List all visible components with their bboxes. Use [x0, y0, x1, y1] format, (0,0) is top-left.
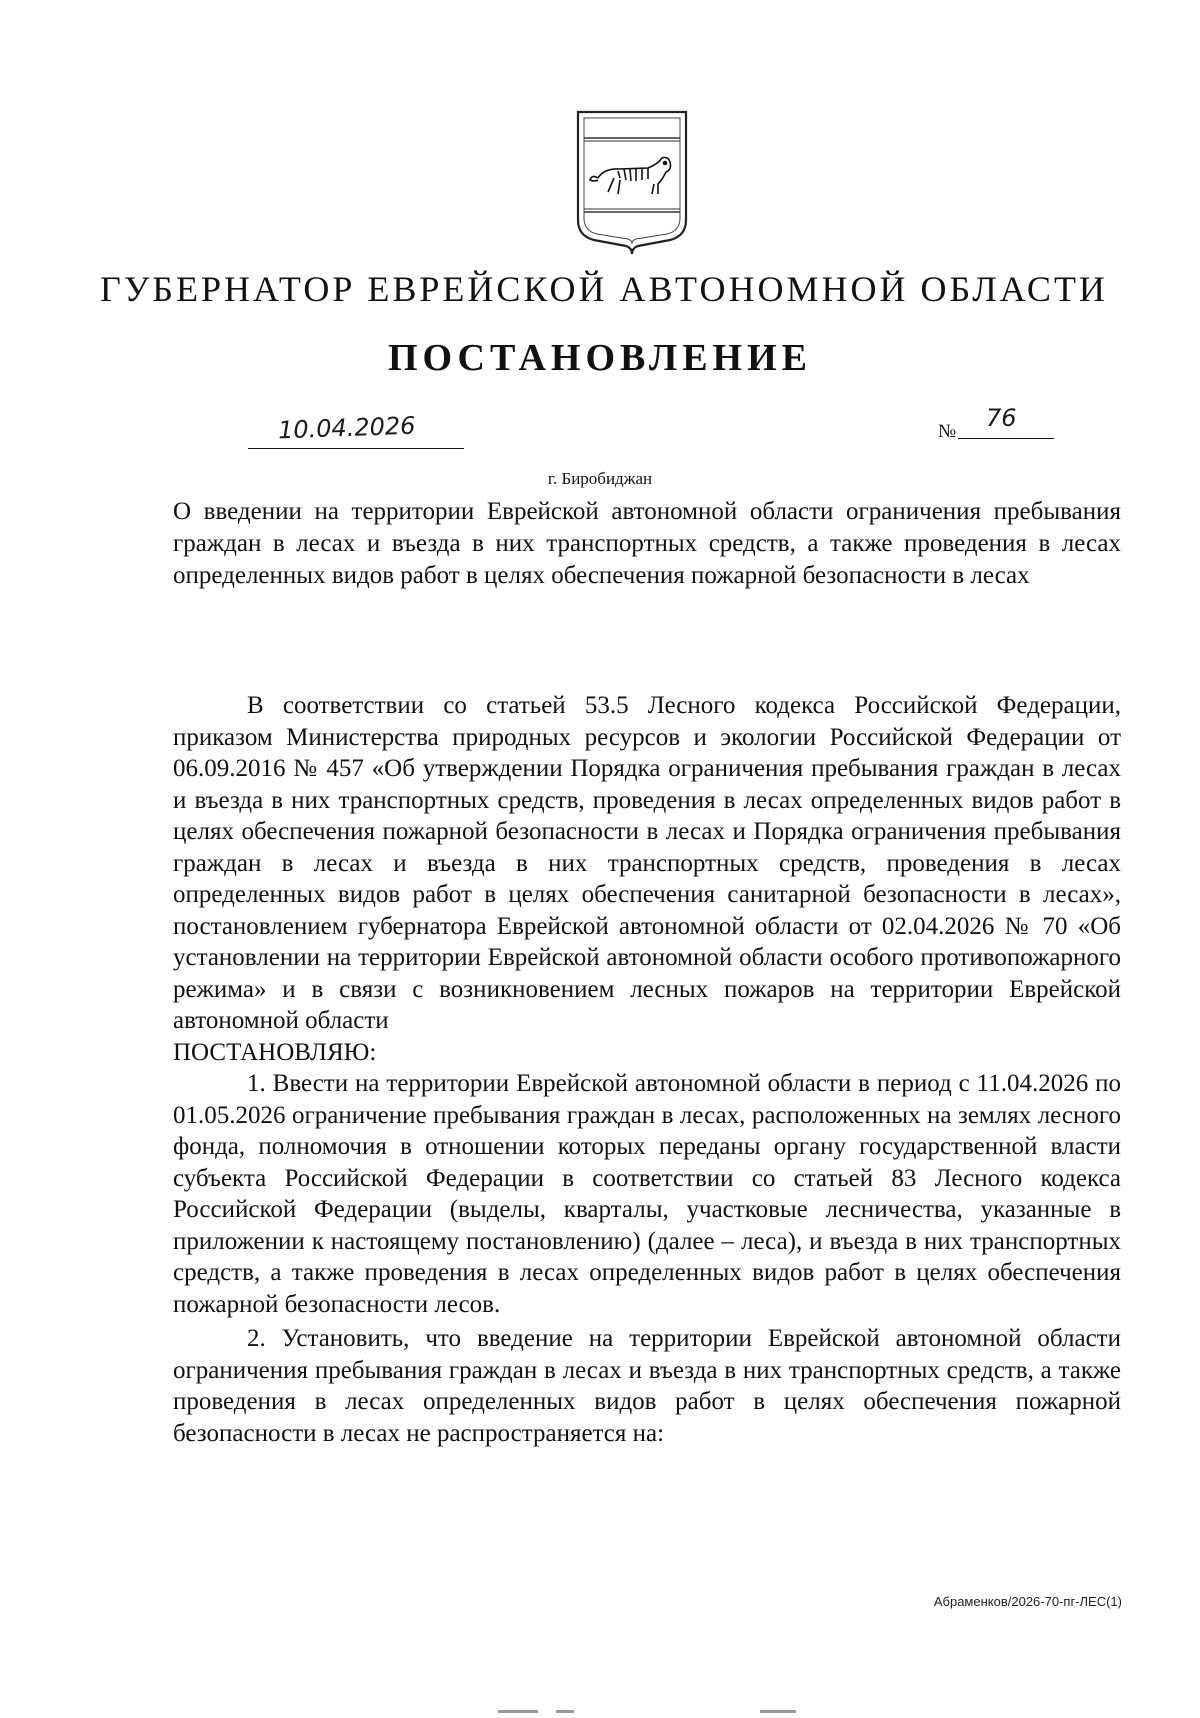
handwritten-date: 10.04.2026 — [277, 411, 416, 445]
document-subject: О введении на территории Еврейской автономной области ограничения пребывания граждан в лесах и въезда в них транспортных средств, а также проведения в лесах определенных видов работ в целях обеспечения пожарной безопасности в лесах — [173, 498, 1121, 589]
item-2-paragraph: 2. Установить, что введение на территории Еврейской автономной области ограничения пребывания граждан в лесах и въезда в них транспортных средств, а также проведения в лесах определенных видов работ в целях обеспечения пожарной безопасности в лесах не распространяется на: — [173, 1325, 1121, 1447]
scan-artifact — [556, 1710, 574, 1713]
issuing-authority: ГУБЕРНАТОР ЕВРЕЙСКОЙ АВТОНОМНОЙ ОБЛАСТИ — [100, 269, 1108, 309]
date-field — [248, 411, 464, 449]
resolve-word: ПОСТАНОВЛЯЮ: — [173, 1038, 377, 1066]
document-code: Абраменков/2026-70-пг-ЛЕС(1) — [933, 1594, 1122, 1609]
city: г. Биробиджан — [547, 469, 653, 488]
number-label: № — [938, 421, 957, 442]
preamble-paragraph: В соответствии со статьей 53.5 Лесного кодекса Российской Федерации, приказом Министерства природных ресурсов и экологии Российской Федерации от 06.09.2016 № 457 «Об утверждении Порядка ограничения пребывания граждан в лесах и въезда в них транспортных средств, проведения в лесах определенных видов работ в целях обеспечения пожарной безопасности в лесах и Порядка ограничения пребывания граждан в лесах и въезда в них транспортных средств, проведения в лесах определенных видов работ в целях обеспечения санитарной безопасности в лесах», постановлением губернатора Еврейской автономной области от 02.04.2026 № 70 «Об установлении на территории Еврейской автономной области особого противопожарного режима» и в связи с возникновением лесных пожаров на территории Еврейской автономной области — [173, 692, 1121, 1034]
scan-artifact — [760, 1710, 796, 1713]
scan-artifact — [498, 1710, 538, 1713]
number-field — [958, 404, 1054, 439]
coat-of-arms-icon — [574, 108, 690, 258]
item-1-paragraph: 1. Ввести на территории Еврейской автономной области в период с 11.04.2026 по 01.05.2026 ограничение пребывания граждан в лесах, расположенных на землях лесного фонда, полномочия в отношении которых переданы органу государственной власти субъекта Российской Федерации в соответствии со статьей 83 Лесного кодекса Российской Федерации (выделы, кварталы, участковые лесничества, указанные в приложении к настоящему постановлению) (далее – леса), и въезда в них транспортных средств, а также проведения в лесах определенных видов работ в целях обеспечения пожарной безопасности лесов. — [173, 1070, 1121, 1318]
document-body — [173, 690, 1121, 1449]
document-type: ПОСТАНОВЛЕНИЕ — [387, 337, 813, 379]
handwritten-number: 76 — [986, 404, 1017, 432]
